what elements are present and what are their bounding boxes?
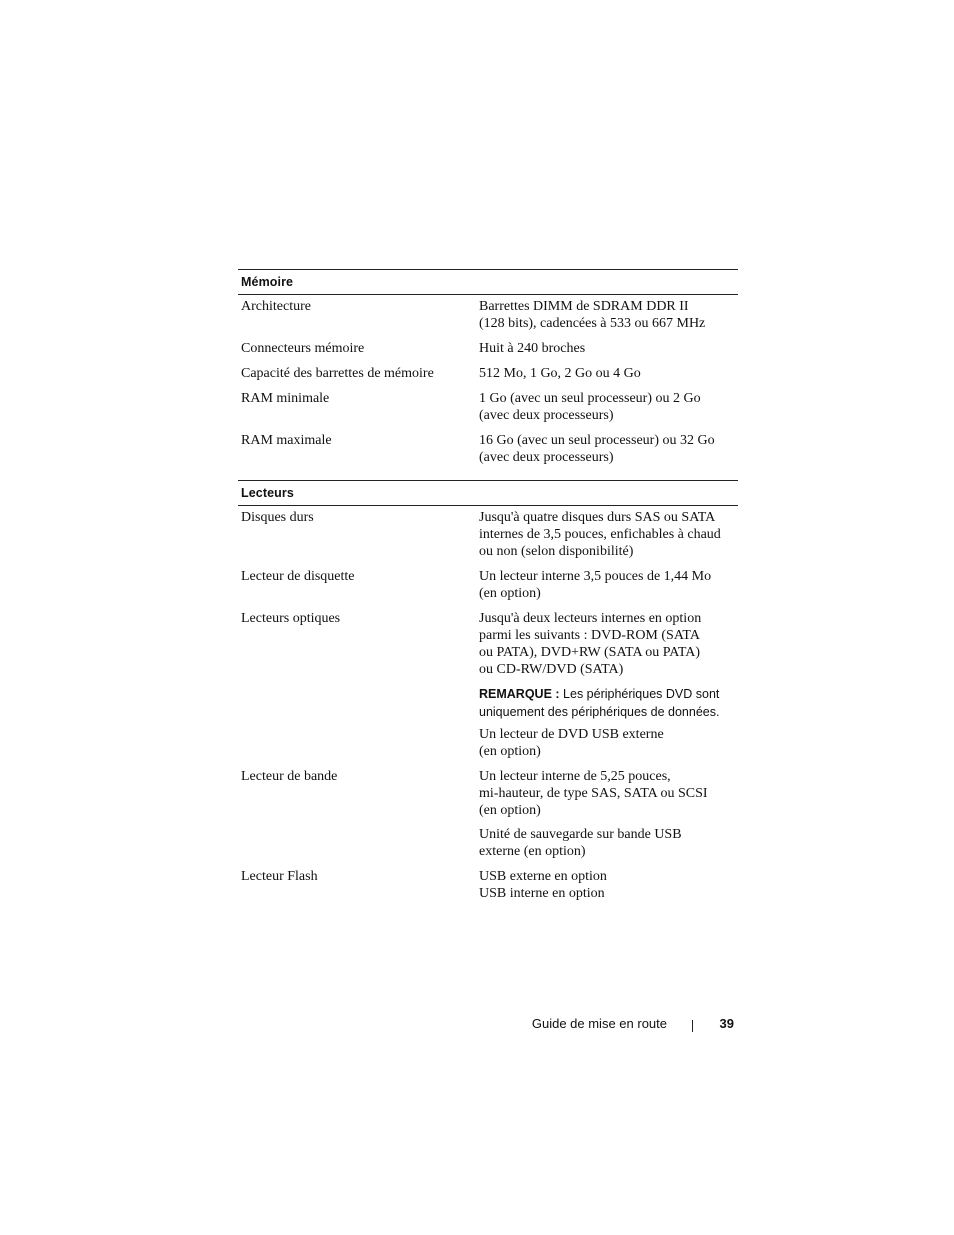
value-line: (128 bits), cadencées à 533 ou 667 MHz (479, 316, 706, 331)
spec-value (479, 868, 738, 902)
value-line: (avec deux processeurs) (479, 450, 614, 465)
spec-table (238, 269, 738, 916)
value-line: internes de 3,5 pouces, enfichables à chaud (479, 527, 721, 542)
spec-value (479, 432, 738, 466)
footer-title: Guide de mise en route (531, 1016, 667, 1031)
value-line: ou non (selon disponibilité) (479, 544, 634, 559)
page-footer (500, 1015, 738, 1035)
value-line: parmi les suivants : DVD-ROM (SATA (479, 628, 700, 643)
spec-label: Lecteur de disquette (241, 569, 355, 584)
spec-label: RAM minimale (241, 391, 330, 406)
value-block (479, 768, 738, 819)
value-block (479, 826, 738, 860)
spec-value (479, 390, 738, 424)
value-line: (en option) (479, 803, 541, 818)
value-line: (en option) (479, 744, 541, 759)
value-line: Un lecteur de DVD USB externe (479, 727, 664, 742)
value-line: externe (en option) (479, 844, 586, 859)
value-line: USB externe en option (479, 869, 607, 884)
value-line: 16 Go (avec un seul processeur) ou 32 Go (479, 433, 715, 448)
spec-row-tape-drive (238, 768, 738, 860)
value-line: Barrettes DIMM de SDRAM DDR II (479, 299, 689, 314)
spec-value (479, 568, 738, 602)
spec-value (479, 298, 738, 332)
spec-label: Lecteur Flash (241, 869, 318, 884)
spec-label: Lecteurs optiques (241, 611, 341, 626)
note-line (479, 685, 738, 703)
spec-value (479, 509, 738, 560)
spec-row-optical-drives (238, 610, 738, 760)
note-label: REMARQUE : (479, 687, 560, 701)
value-line: mi-hauteur, de type SAS, SATA ou SCSI (479, 786, 708, 801)
note (479, 685, 738, 721)
value-line: Unité de sauvegarde sur bande USB (479, 827, 682, 842)
spec-row-architecture (238, 298, 738, 332)
section-heading-drives: Lecteurs (238, 480, 738, 506)
value-block (479, 610, 738, 678)
value-line: ou PATA), DVD+RW (SATA ou PATA) (479, 645, 701, 660)
spec-label: Architecture (241, 299, 311, 314)
note-text: Les périphériques DVD sont (559, 687, 720, 701)
spec-label: Disques durs (241, 510, 314, 525)
spec-value (479, 365, 738, 382)
spec-row-module-capacity (238, 365, 738, 382)
value-line: 512 Mo, 1 Go, 2 Go ou 4 Go (479, 366, 641, 381)
value-line: Jusqu'à quatre disques durs SAS ou SATA (479, 510, 716, 525)
value-line: 1 Go (avec un seul processeur) ou 2 Go (479, 391, 701, 406)
value-line: (avec deux processeurs) (479, 408, 614, 423)
value-line: ou CD-RW/DVD (SATA) (479, 662, 624, 677)
spec-value (479, 340, 738, 357)
spec-value (479, 610, 738, 760)
value-line: (en option) (479, 586, 541, 601)
spec-label: Connecteurs mémoire (241, 341, 365, 356)
spec-row-maximum-ram (238, 432, 738, 466)
spec-row-diskette-drive (238, 568, 738, 602)
page-number: 39 (719, 1016, 734, 1031)
section-heading-memory: Mémoire (238, 269, 738, 295)
spec-value (479, 768, 738, 860)
spec-row-hard-drives (238, 509, 738, 560)
value-block (479, 726, 738, 760)
value-line: Huit à 240 broches (479, 341, 586, 356)
spec-row-memory-connectors (238, 340, 738, 357)
spec-row-minimum-ram (238, 390, 738, 424)
drives-rows (238, 506, 738, 916)
spec-row-flash-drive (238, 868, 738, 902)
spec-label: Lecteur de bande (241, 769, 338, 784)
footer-separator (692, 1020, 693, 1032)
spec-label: Capacité des barrettes de mémoire (241, 366, 434, 381)
value-line: USB interne en option (479, 886, 605, 901)
value-line: Un lecteur interne 3,5 pouces de 1,44 Mo (479, 569, 712, 584)
value-line: Un lecteur interne de 5,25 pouces, (479, 769, 671, 784)
value-line: Jusqu'à deux lecteurs internes en option (479, 611, 702, 626)
note-line: uniquement des périphériques de données. (479, 705, 720, 719)
memory-rows (238, 295, 738, 480)
spec-label: RAM maximale (241, 433, 332, 448)
